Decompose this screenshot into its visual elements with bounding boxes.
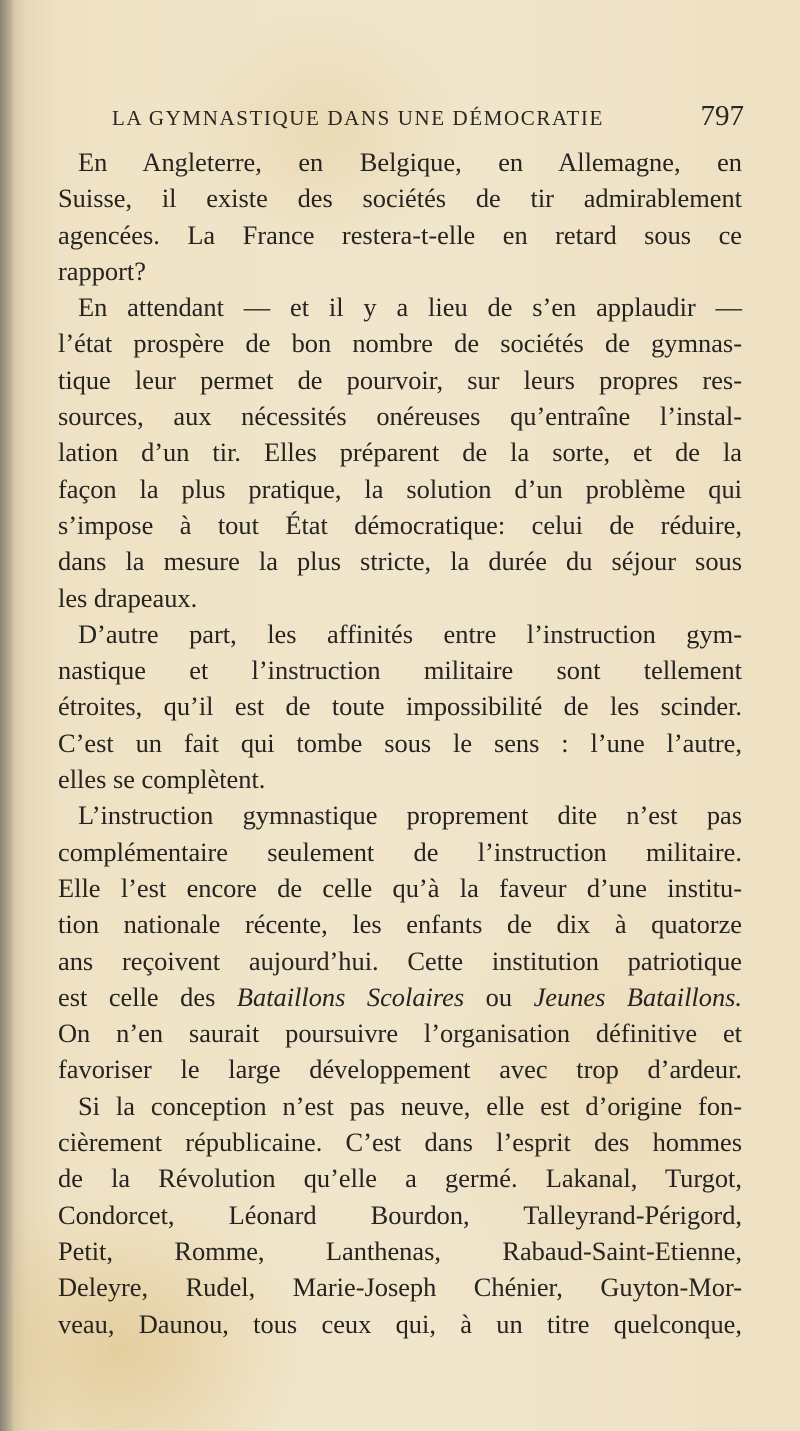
text-line: En attendant — et il y a lieu de s’en applaudir — [78, 292, 742, 323]
text-line: les drapeaux. [58, 582, 198, 613]
text-line: Deleyre, Rudel, Marie-Joseph Chénier, Guyton-Mor- [58, 1272, 742, 1303]
text-line: L’instruction gymnastique proprement dite n’est pas [78, 800, 742, 831]
text-line: agencées. La France restera-t-elle en retard sous ce [58, 219, 742, 250]
text-line: Suisse, il existe des sociétés de tir admirablement [58, 183, 742, 214]
text-line: nastique et l’instruction militaire sont tellement [58, 655, 742, 686]
text-line: sources, aux nécessités onéreuses qu’entraîne l’instal- [58, 401, 742, 432]
text-fragment: est celle des [58, 981, 216, 1012]
running-title: LA GYMNASTIQUE DANS UNE DÉMOCRATIE [112, 106, 604, 130]
body-text [58, 144, 742, 1342]
book-spine-shadow [0, 0, 14, 1431]
text-line: C’est un fait qui tombe sous le sens : l’une l’autre, [58, 727, 742, 758]
text-line-with-italics [58, 979, 742, 1015]
text-line: de la Révolution qu’elle a germé. Lakanal, Turgot, [58, 1163, 742, 1194]
text-line: lation d’un tir. Elles préparent de la sorte, et de la [58, 437, 742, 468]
text-line: Si la conception n’est pas neuve, elle est d’origine fon- [78, 1090, 742, 1121]
italic-term-jeunes-bataillons: Jeunes Bataillons. [533, 981, 743, 1012]
text-line: l’état prospère de bon nombre de sociétés de gymnas- [58, 328, 742, 359]
italic-term-bataillons-scolaires: Bataillons Scolaires [236, 981, 465, 1012]
text-line: complémentaire seulement de l’instruction militaire. [58, 836, 742, 867]
text-line: rapport? [58, 255, 146, 286]
text-line: dans la mesure la plus stricte, la durée du séjour sous [58, 546, 742, 577]
text-line: favoriser le large développement avec trop d’ardeur. [58, 1054, 742, 1085]
text-line: ans reçoivent aujourd’hui. Cette institution patriotique [58, 945, 742, 976]
text-line: Condorcet, Léonard Bourdon, Talleyrand-Périgord, [58, 1199, 742, 1230]
text-line: étroites, qu’il est de toute impossibilité de les scinder. [58, 691, 742, 722]
text-line: D’autre part, les affinités entre l’instruction gym- [78, 618, 742, 649]
text-fragment: ou [485, 981, 513, 1012]
text-line: elles se complètent. [58, 764, 266, 795]
page-number: 797 [700, 100, 744, 132]
text-line: s’impose à tout État démocratique: celui de réduire, [58, 509, 742, 540]
text-line: Elle l’est encore de celle qu’à la faveur d’une institu- [58, 872, 742, 903]
text-line: On n’en saurait poursuivre l’organisation définitive et [58, 1018, 742, 1049]
text-line: veau, Daunou, tous ceux qui, à un titre quelconque, [58, 1308, 742, 1339]
text-line: tique leur permet de pourvoir, sur leurs propres res- [58, 364, 742, 395]
text-line: En Angleterre, en Belgique, en Allemagne, en [78, 147, 742, 177]
text-line: Petit, Romme, Lanthenas, Rabaud-Saint-Etienne, [58, 1235, 742, 1266]
text-line: tion nationale récente, les enfants de dix à quatorze [58, 909, 742, 940]
text-line: façon la plus pratique, la solution d’un problème qui [58, 473, 742, 504]
page-header [112, 100, 744, 140]
text-line: cièrement républicaine. C’est dans l’esprit des hommes [58, 1127, 742, 1158]
